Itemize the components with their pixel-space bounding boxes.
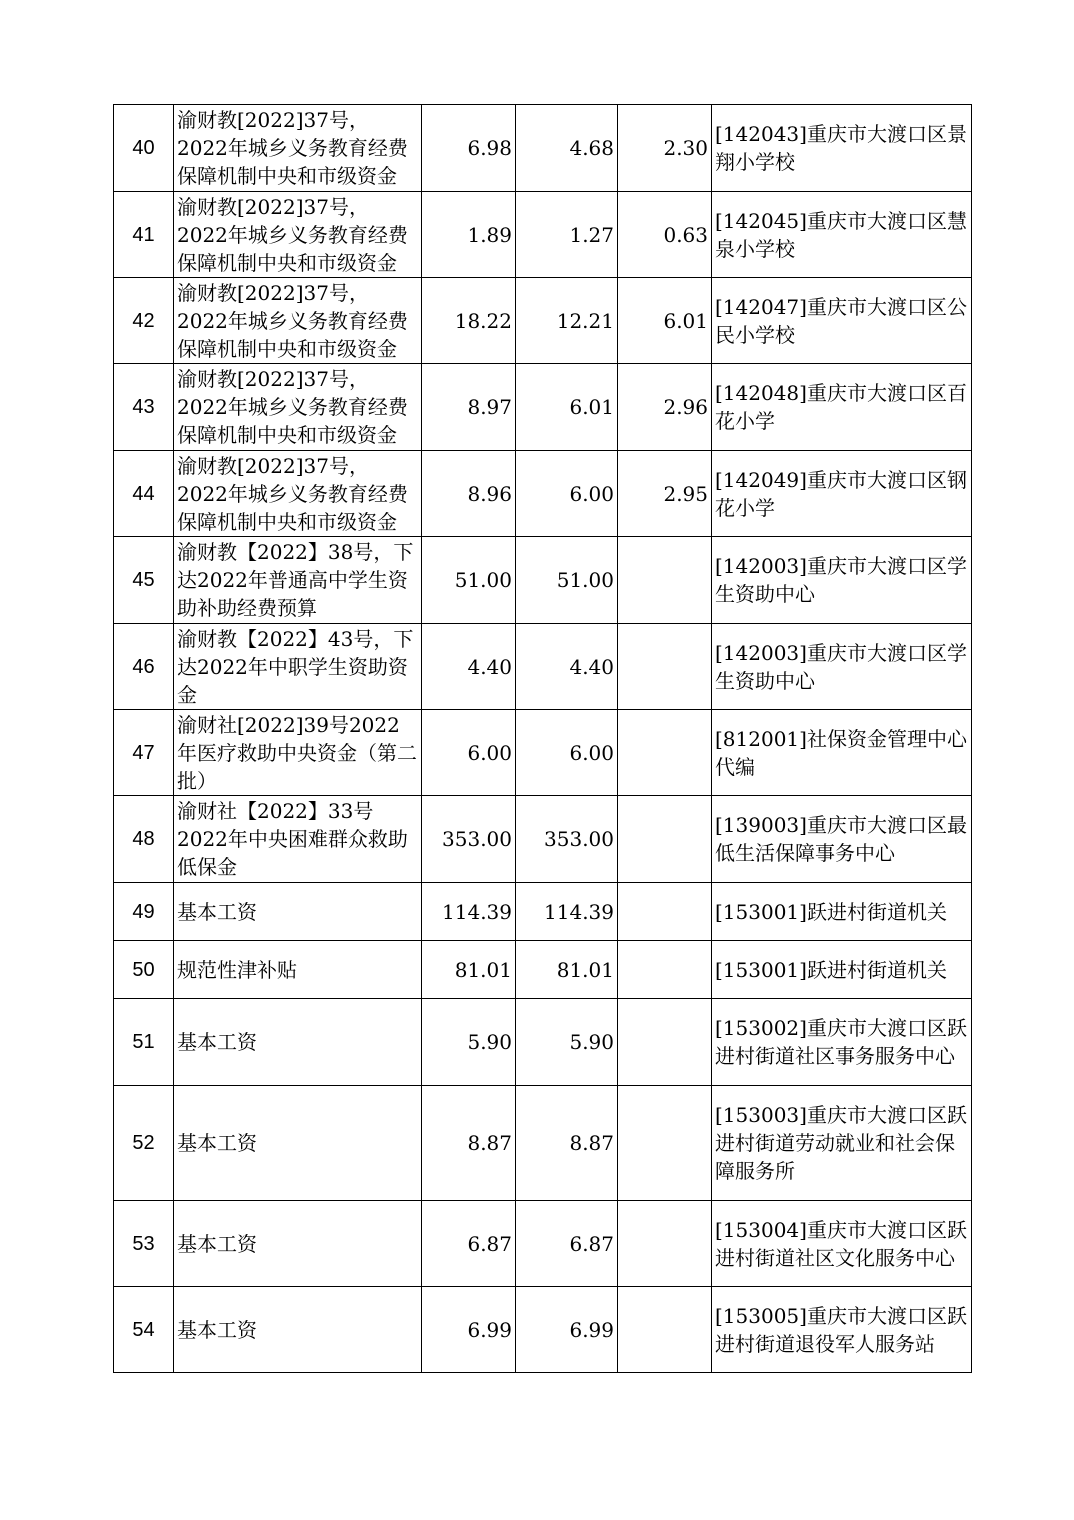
fund-description: 渝财教【2022】43号，下达2022年中职学生资助资金 (174, 624, 422, 710)
central-amount: 114.39 (516, 883, 618, 941)
recipient-unit: [142003]重庆市大渡口区学生资助中心 (712, 624, 972, 710)
table-row (114, 1287, 972, 1373)
row-number: 50 (114, 941, 174, 999)
row-number: 40 (114, 105, 174, 192)
fund-description: 基本工资 (174, 1201, 422, 1287)
row-number: 47 (114, 710, 174, 796)
municipal-amount (618, 941, 712, 999)
total-amount: 8.97 (422, 364, 516, 451)
central-amount: 51.00 (516, 537, 618, 624)
total-amount: 51.00 (422, 537, 516, 624)
recipient-unit: [153002]重庆市大渡口区跃进村街道社区事务服务中心 (712, 999, 972, 1086)
recipient-unit: [153004]重庆市大渡口区跃进村街道社区文化服务中心 (712, 1201, 972, 1287)
row-number: 43 (114, 364, 174, 451)
fund-description: 渝财教[2022]37号，2022年城乡义务教育经费保障机制中央和市级资金 (174, 451, 422, 537)
municipal-amount (618, 999, 712, 1086)
total-amount: 6.00 (422, 710, 516, 796)
municipal-amount (618, 624, 712, 710)
total-amount: 4.40 (422, 624, 516, 710)
table-row (114, 1201, 972, 1287)
table-row (114, 192, 972, 278)
fund-description: 渝财教[2022]37号，2022年城乡义务教育经费保障机制中央和市级资金 (174, 192, 422, 278)
recipient-unit: [142048]重庆市大渡口区百花小学 (712, 364, 972, 451)
central-amount: 1.27 (516, 192, 618, 278)
central-amount: 6.00 (516, 710, 618, 796)
municipal-amount (618, 883, 712, 941)
row-number: 42 (114, 278, 174, 364)
table-row (114, 796, 972, 883)
municipal-amount (618, 796, 712, 883)
municipal-amount: 0.63 (618, 192, 712, 278)
row-number: 48 (114, 796, 174, 883)
total-amount: 8.87 (422, 1086, 516, 1201)
fund-description: 渝财教【2022】38号，下达2022年普通高中学生资助补助经费预算 (174, 537, 422, 624)
row-number: 45 (114, 537, 174, 624)
total-amount: 6.87 (422, 1201, 516, 1287)
total-amount: 1.89 (422, 192, 516, 278)
central-amount: 6.00 (516, 451, 618, 537)
total-amount: 81.01 (422, 941, 516, 999)
total-amount: 6.99 (422, 1287, 516, 1373)
fund-description: 基本工资 (174, 1287, 422, 1373)
recipient-unit: [142047]重庆市大渡口区公民小学校 (712, 278, 972, 364)
fund-description: 基本工资 (174, 999, 422, 1086)
recipient-unit: [153001]跃进村街道机关 (712, 883, 972, 941)
recipient-unit: [142003]重庆市大渡口区学生资助中心 (712, 537, 972, 624)
funds-table (113, 104, 972, 1373)
table-row (114, 537, 972, 624)
table-row (114, 105, 972, 192)
central-amount: 6.01 (516, 364, 618, 451)
row-number: 49 (114, 883, 174, 941)
row-number: 51 (114, 999, 174, 1086)
recipient-unit: [153001]跃进村街道机关 (712, 941, 972, 999)
table-row (114, 624, 972, 710)
fund-description: 渝财社【2022】33号2022年中央困难群众救助低保金 (174, 796, 422, 883)
central-amount: 353.00 (516, 796, 618, 883)
fund-description: 基本工资 (174, 1086, 422, 1201)
total-amount: 8.96 (422, 451, 516, 537)
recipient-unit: [142043]重庆市大渡口区景翔小学校 (712, 105, 972, 192)
municipal-amount (618, 1201, 712, 1287)
central-amount: 4.68 (516, 105, 618, 192)
municipal-amount (618, 537, 712, 624)
row-number: 52 (114, 1086, 174, 1201)
recipient-unit: [142049]重庆市大渡口区钢花小学 (712, 451, 972, 537)
municipal-amount: 2.96 (618, 364, 712, 451)
municipal-amount: 2.30 (618, 105, 712, 192)
fund-description: 渝财教[2022]37号，2022年城乡义务教育经费保障机制中央和市级资金 (174, 105, 422, 192)
row-number: 44 (114, 451, 174, 537)
table-row (114, 364, 972, 451)
fund-description: 渝财教[2022]37号，2022年城乡义务教育经费保障机制中央和市级资金 (174, 364, 422, 451)
row-number: 53 (114, 1201, 174, 1287)
table-row (114, 999, 972, 1086)
table-row (114, 710, 972, 796)
recipient-unit: [153005]重庆市大渡口区跃进村街道退役军人服务站 (712, 1287, 972, 1373)
municipal-amount: 2.95 (618, 451, 712, 537)
central-amount: 6.87 (516, 1201, 618, 1287)
fund-description: 渝财社[2022]39号2022年医疗救助中央资金（第二批） (174, 710, 422, 796)
municipal-amount (618, 1086, 712, 1201)
total-amount: 114.39 (422, 883, 516, 941)
table-row (114, 883, 972, 941)
row-number: 41 (114, 192, 174, 278)
table-body (114, 105, 972, 1373)
municipal-amount (618, 710, 712, 796)
central-amount: 4.40 (516, 624, 618, 710)
municipal-amount (618, 1287, 712, 1373)
central-amount: 6.99 (516, 1287, 618, 1373)
recipient-unit: [139003]重庆市大渡口区最低生活保障事务中心 (712, 796, 972, 883)
table-row (114, 941, 972, 999)
central-amount: 5.90 (516, 999, 618, 1086)
table-row (114, 1086, 972, 1201)
municipal-amount: 6.01 (618, 278, 712, 364)
table-row (114, 278, 972, 364)
total-amount: 6.98 (422, 105, 516, 192)
row-number: 54 (114, 1287, 174, 1373)
row-number: 46 (114, 624, 174, 710)
fund-description: 规范性津补贴 (174, 941, 422, 999)
recipient-unit: [812001]社保资金管理中心代编 (712, 710, 972, 796)
fund-description: 渝财教[2022]37号，2022年城乡义务教育经费保障机制中央和市级资金 (174, 278, 422, 364)
table-row (114, 451, 972, 537)
total-amount: 5.90 (422, 999, 516, 1086)
fund-description: 基本工资 (174, 883, 422, 941)
recipient-unit: [142045]重庆市大渡口区慧泉小学校 (712, 192, 972, 278)
total-amount: 18.22 (422, 278, 516, 364)
central-amount: 12.21 (516, 278, 618, 364)
total-amount: 353.00 (422, 796, 516, 883)
central-amount: 8.87 (516, 1086, 618, 1201)
central-amount: 81.01 (516, 941, 618, 999)
recipient-unit: [153003]重庆市大渡口区跃进村街道劳动就业和社会保障服务所 (712, 1086, 972, 1201)
